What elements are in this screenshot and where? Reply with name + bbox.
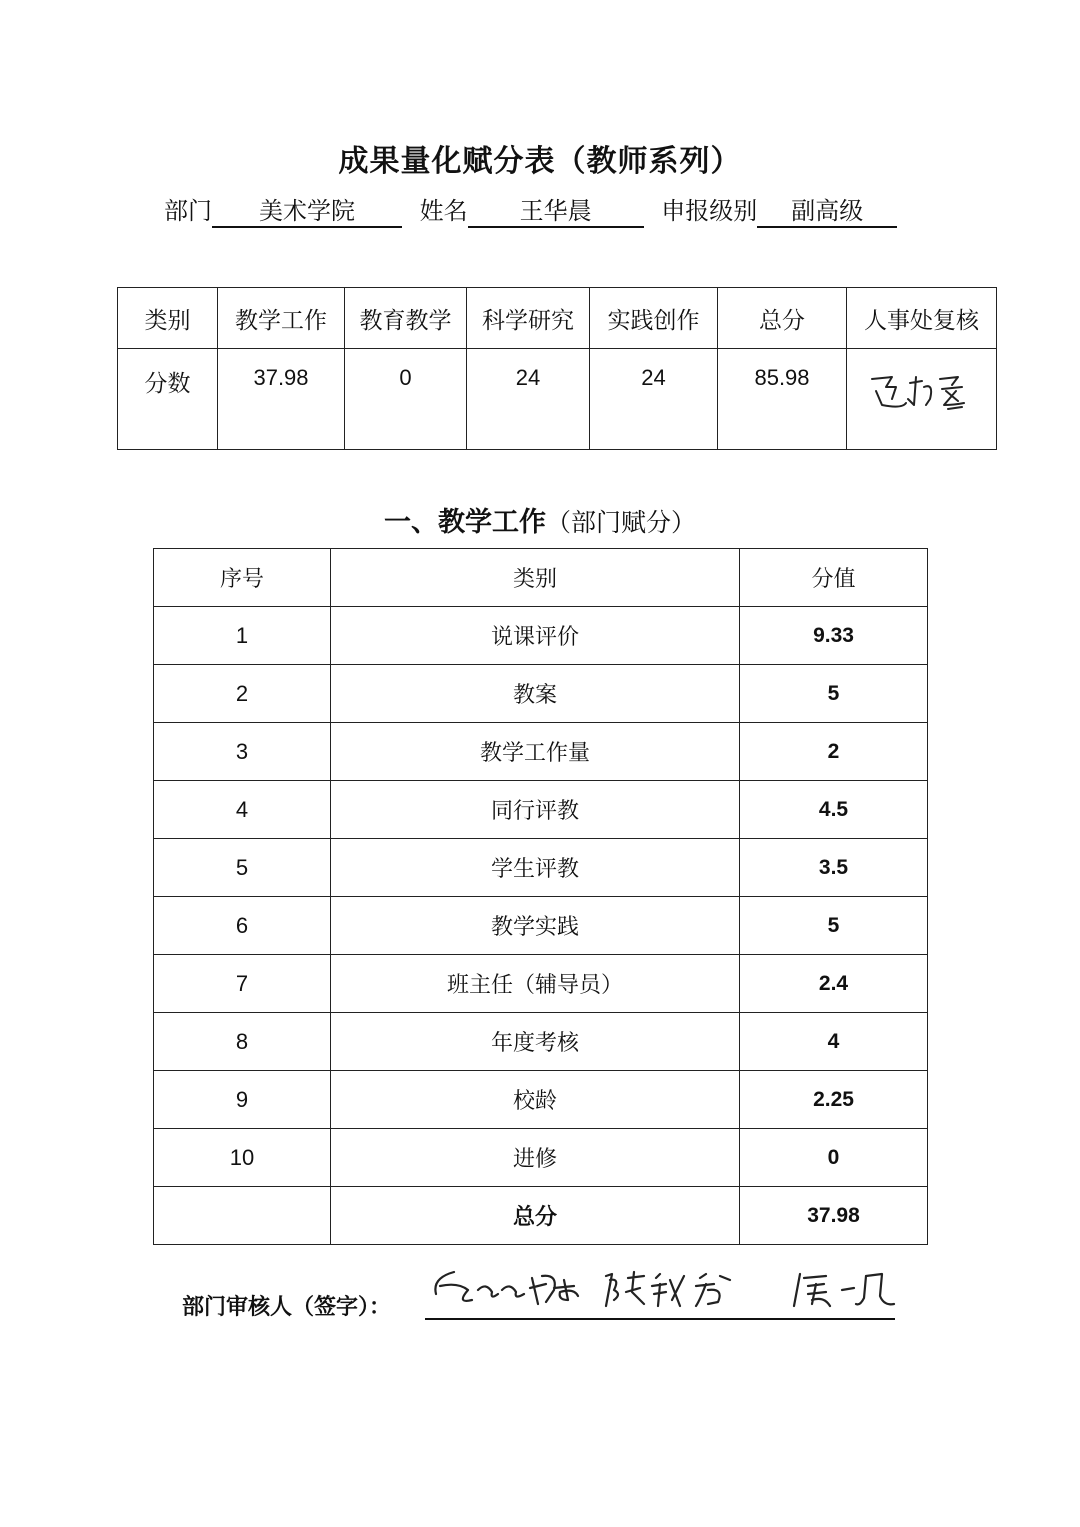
row-category: 学生评教: [331, 839, 740, 897]
table-row: [154, 839, 928, 897]
row-category: 教学实践: [331, 897, 740, 955]
row-score: 0: [740, 1129, 928, 1187]
row-score: 5: [740, 665, 928, 723]
row-number: 10: [154, 1129, 331, 1187]
row-score: 2.4: [740, 955, 928, 1013]
total-score: 37.98: [740, 1187, 928, 1245]
table-row: [154, 897, 928, 955]
detail-header-row: [154, 549, 928, 607]
reviewer-signature-2: [600, 1266, 740, 1314]
dept-value: 美术学院: [212, 196, 402, 228]
row-number: 7: [154, 955, 331, 1013]
total-row: [154, 1187, 928, 1245]
score-education: 0: [345, 349, 467, 450]
section-heading: [0, 500, 1080, 539]
reviewer-label: 部门审核人（签字）：: [182, 1295, 392, 1320]
page-title: 成果量化赋分表（教师系列）: [338, 144, 742, 179]
name-label: 姓名: [419, 197, 468, 225]
summary-score-row: [118, 349, 997, 450]
table-row: [154, 955, 928, 1013]
row-number: 1: [154, 607, 331, 665]
table-row: [154, 1071, 928, 1129]
summary-header-cell: 人事处复核: [847, 288, 997, 349]
table-row: [154, 781, 928, 839]
row-score: 2.25: [740, 1071, 928, 1129]
row-number: 5: [154, 839, 331, 897]
score-total: 85.98: [718, 349, 847, 450]
row-category: 校龄: [331, 1071, 740, 1129]
name-value: 王华晨: [468, 196, 644, 228]
section-subtitle: （部门赋分）: [545, 508, 696, 537]
reviewer-signature-1: [428, 1264, 588, 1312]
reviewer-signature-3: [790, 1266, 900, 1316]
row-category: 说课评价: [331, 607, 740, 665]
teaching-work-table: [153, 548, 928, 1245]
row-number: 3: [154, 723, 331, 781]
score-teaching: 37.98: [218, 349, 345, 450]
score-practice: 24: [590, 349, 718, 450]
row-category: 教案: [331, 665, 740, 723]
hr-signature: [862, 365, 982, 417]
row-category: 进修: [331, 1129, 740, 1187]
detail-header-cell: 序号: [154, 549, 331, 607]
level-label: 申报级别: [661, 197, 758, 225]
row-category: 年度考核: [331, 1013, 740, 1071]
row-category: 班主任（辅导员）: [331, 955, 740, 1013]
detail-header-cell: 类别: [331, 549, 740, 607]
table-row: [154, 607, 928, 665]
table-row: [154, 665, 928, 723]
row-category: 同行评教: [331, 781, 740, 839]
applicant-info: [164, 196, 897, 228]
row-score: 2: [740, 723, 928, 781]
row-number: 9: [154, 1071, 331, 1129]
dept-label: 部门: [164, 197, 212, 225]
row-score: 5: [740, 897, 928, 955]
table-row: [154, 1129, 928, 1187]
summary-header-cell: 总分: [718, 288, 847, 349]
summary-header-cell: 实践创作: [590, 288, 718, 349]
level-value: 副高级: [757, 196, 897, 228]
section-title: 一、教学工作: [383, 507, 546, 538]
summary-header-cell: 教育教学: [345, 288, 467, 349]
summary-header-cell: 科学研究: [467, 288, 590, 349]
row-score: 4.5: [740, 781, 928, 839]
row-category: 教学工作量: [331, 723, 740, 781]
hr-review-signature-cell: [847, 349, 997, 450]
row-number: 6: [154, 897, 331, 955]
detail-header-cell: 分值: [740, 549, 928, 607]
score-research: 24: [467, 349, 590, 450]
summary-row-label: 分数: [118, 349, 218, 450]
table-row: [154, 1013, 928, 1071]
row-score: 3.5: [740, 839, 928, 897]
total-label: 总分: [331, 1187, 740, 1245]
row-number: 4: [154, 781, 331, 839]
summary-table: [117, 287, 997, 450]
total-row-empty-cell: [154, 1187, 331, 1245]
row-score: 4: [740, 1013, 928, 1071]
row-number: 8: [154, 1013, 331, 1071]
row-number: 2: [154, 665, 331, 723]
table-row: [154, 723, 928, 781]
row-score: 9.33: [740, 607, 928, 665]
summary-header-cell: 教学工作: [218, 288, 345, 349]
summary-header-cell: 类别: [118, 288, 218, 349]
summary-header-row: [118, 288, 997, 349]
signature-line: [425, 1318, 895, 1320]
